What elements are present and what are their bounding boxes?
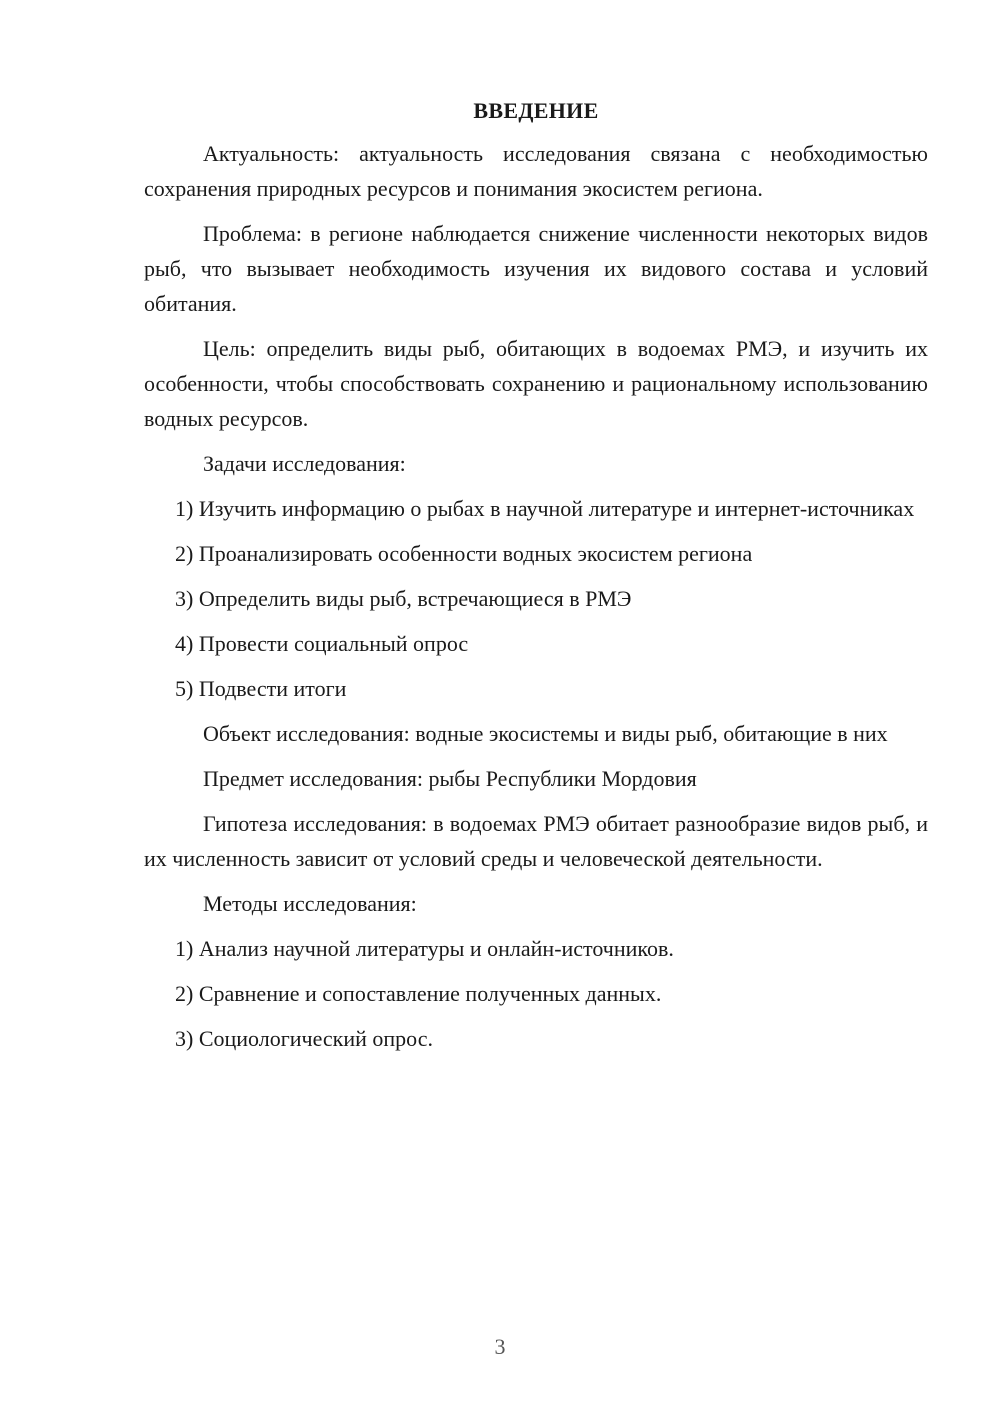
page-number: 3 [494,1334,506,1359]
task-item-2: 2) Проанализировать особенности водных экосистем региона [175,541,753,566]
task-item-3: 3) Определить виды рыб, встречающиеся в РМЭ [175,586,632,611]
task-item-1: 1) Изучить информацию о рыбах в научной литературе и интернет-источниках [175,496,915,521]
goal-paragraph: Цель: определить виды рыб, обитающих в водоемах РМЭ, и изучить их особенности, чтобы способствовать сохранению и рациональному использованию водных ресурсов. [144,336,928,431]
subject-paragraph: Предмет исследования: рыбы Республики Мордовия [203,766,697,791]
method-item-1: 1) Анализ научной литературы и онлайн-источников. [175,936,674,961]
hypothesis-paragraph: Гипотеза исследования: в водоемах РМЭ обитает разнообразие видов рыб, и их численность зависит от условий среды и человеческой деятельности. [144,811,928,871]
method-item-2: 2) Сравнение и сопоставление полученных данных. [175,981,662,1006]
tasks-heading: Задачи исследования: [203,451,406,476]
task-item-5: 5) Подвести итоги [175,676,347,701]
object-paragraph: Объект исследования: водные экосистемы и виды рыб, обитающие в них [203,721,888,746]
method-item-3: 3) Социологический опрос. [175,1026,433,1051]
methods-heading: Методы исследования: [203,891,417,916]
task-item-4: 4) Провести социальный опрос [175,631,469,656]
section-heading: ВВЕДЕНИЕ [473,98,599,123]
page-content [144,93,928,1066]
relevance-paragraph: Актуальность: актуальность исследования связана с необходимостью сохранения природных ресурсов и понимания экосистем региона. [144,141,928,201]
problem-paragraph: Проблема: в регионе наблюдается снижение численности некоторых видов рыб, что вызывает необходимость изучения их видового состава и условий обитания. [144,221,928,316]
